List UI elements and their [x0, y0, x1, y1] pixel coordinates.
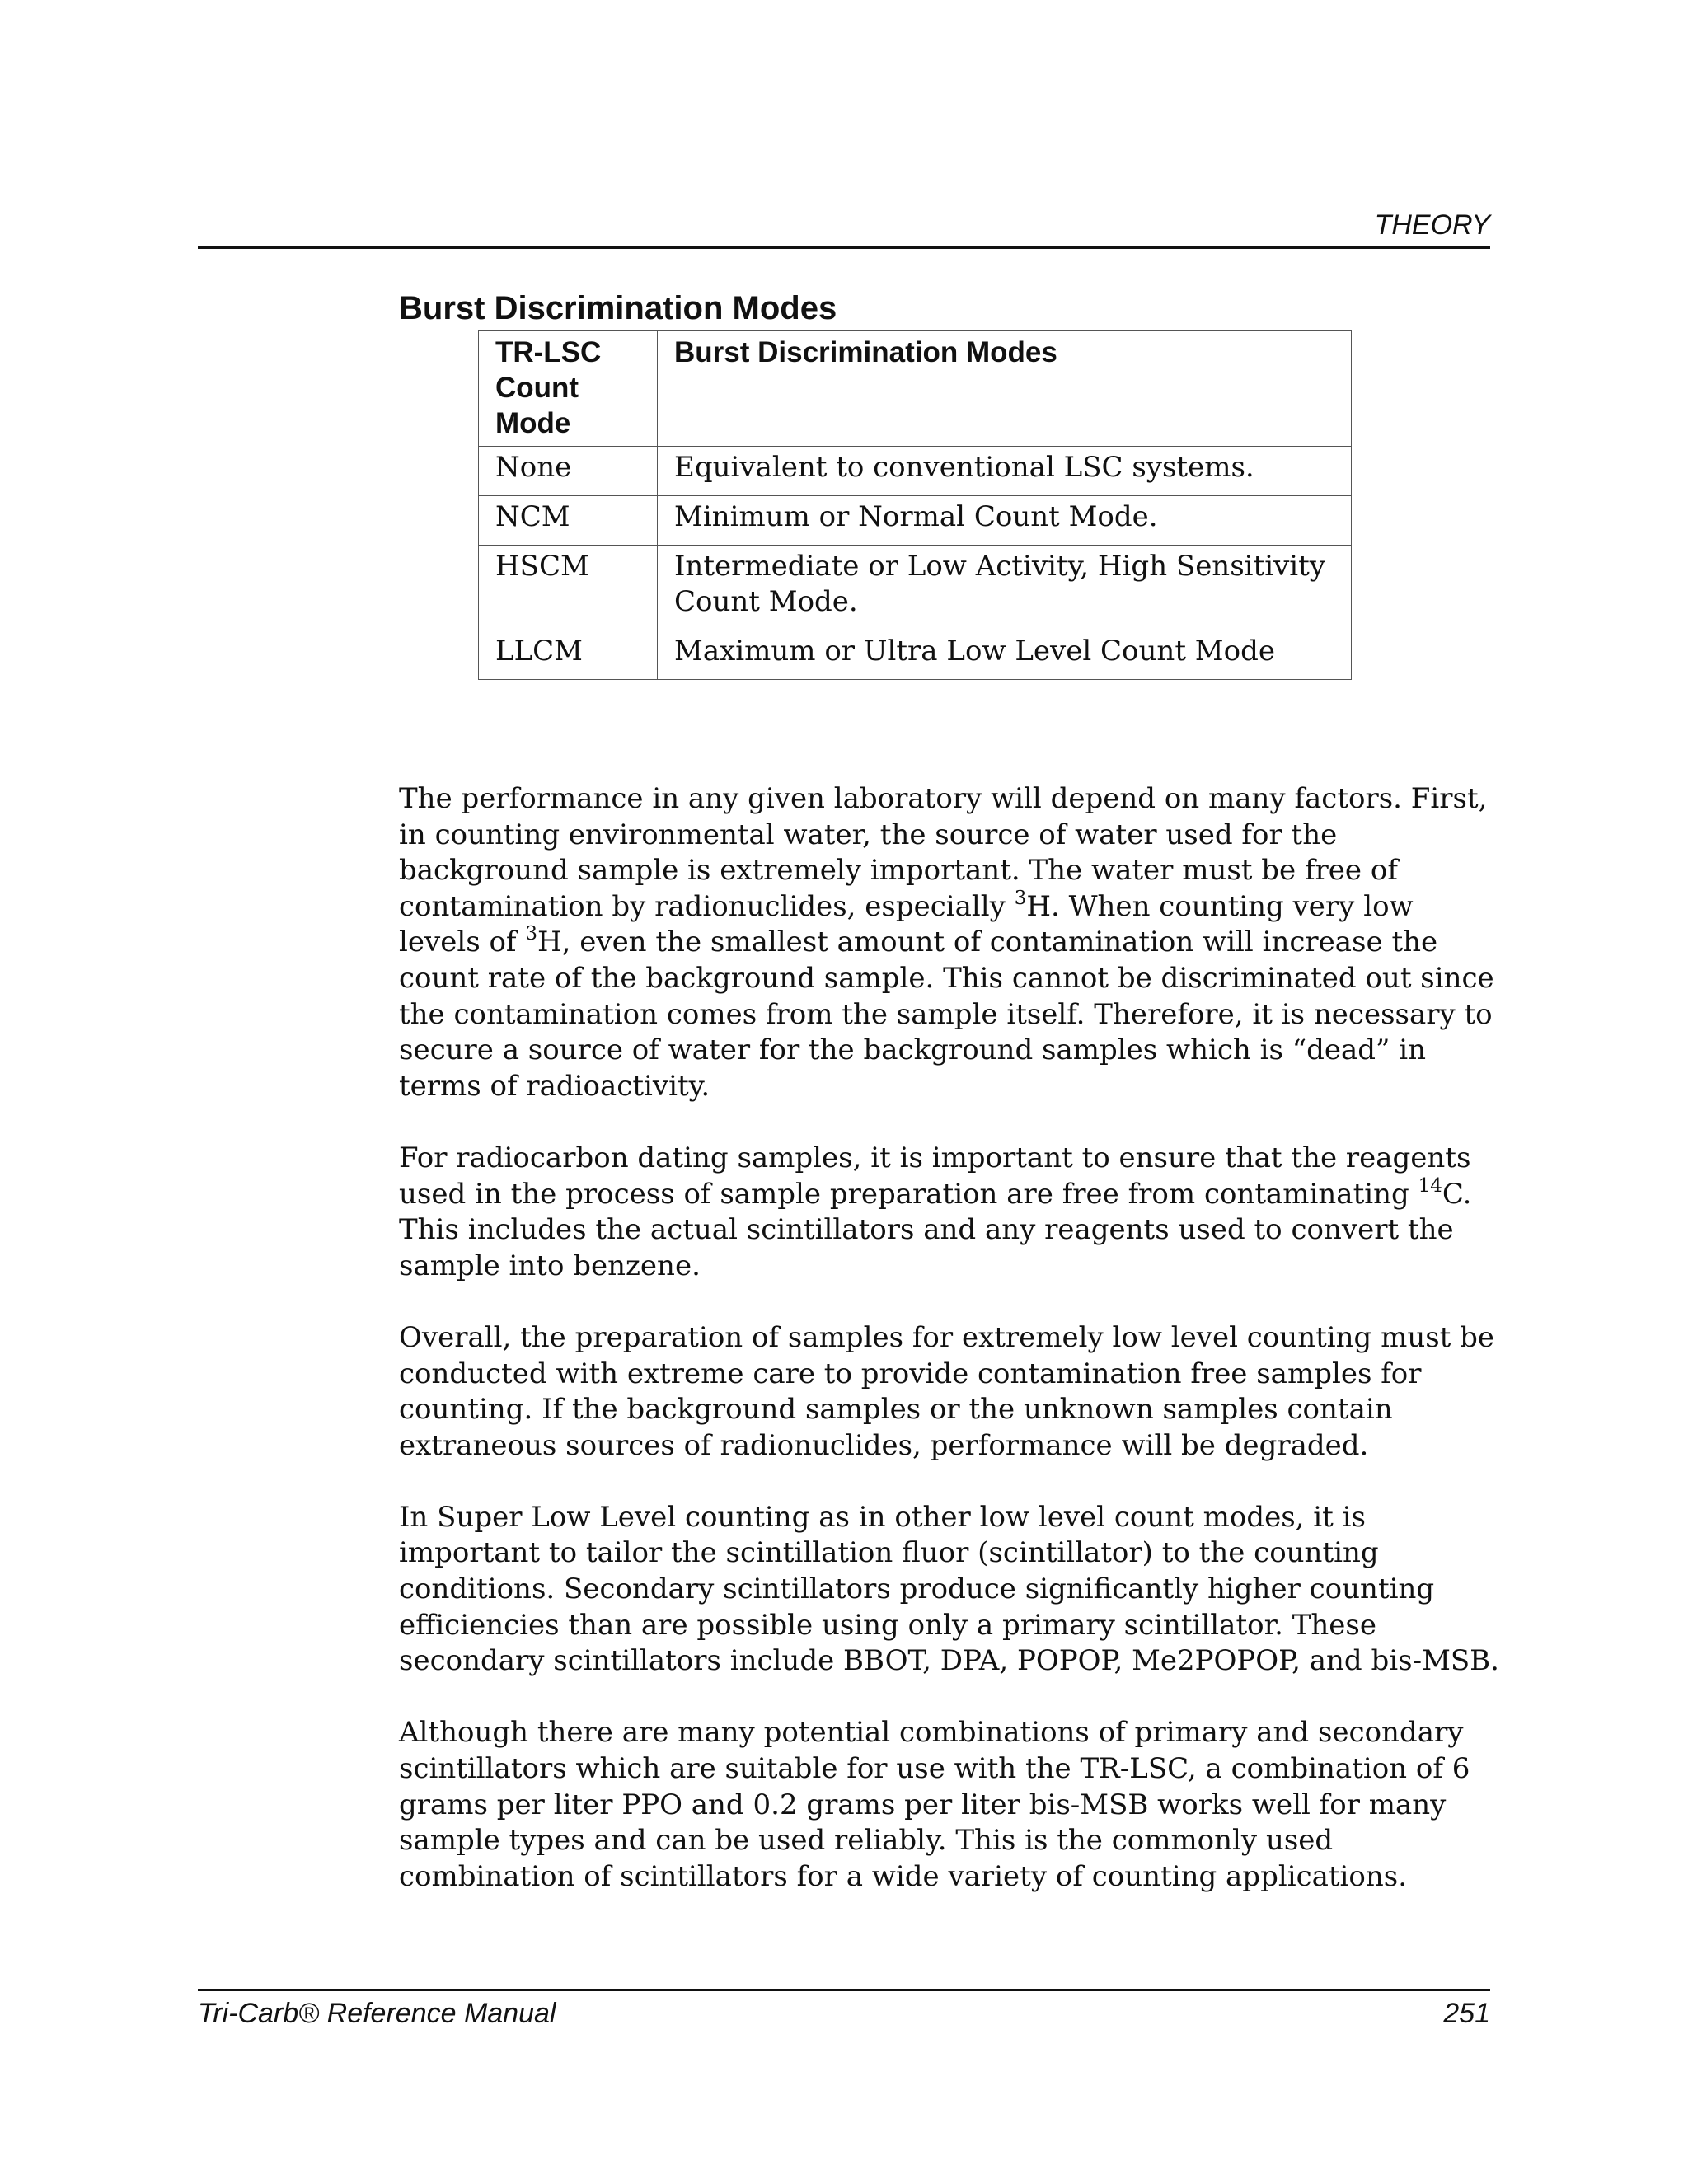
column-header-burst-modes: Burst Discrimination Modes: [658, 331, 1352, 447]
paragraph-scintillation-fluor: In Super Low Level counting as in other low level count modes, it is important to tailor the scintillation fluor (scintillator) to the counting conditions. Secondary scintillators produce significantly higher counting efficiencies than are possible using only a primary scintillator. These secondary scintillators include BBOT, DPA, POPOP, Me2POPOP, and bis-MSB.: [399, 1500, 1499, 1678]
text-run: H, even the smallest amount of contamination will increase the count rate of the background sample. This cannot be discriminated out since the contamination comes from the sample itself. Therefore, it is necessary to secure a source of water for the background samples which is “dead” in terms of radioactivity.: [399, 926, 1494, 1103]
footer-manual-title: Tri-Carb® Reference Manual: [198, 1998, 556, 2029]
text-run: C. This includes the actual scintillators and any reagents used to convert the sample into benzene.: [399, 1177, 1472, 1282]
burst-modes-table: [478, 330, 1352, 680]
table-row: [479, 630, 1352, 680]
description-cell: Equivalent to conventional LSC systems.: [658, 447, 1352, 496]
paragraph-sample-preparation: Overall, the preparation of samples for extremely low level counting must be conducted with extreme care to provide contamination free samples for counting. If the background samples or the unknown samples contain extraneous sources of radionuclides, performance will be degraded.: [399, 1320, 1495, 1462]
footer-rule: [198, 1989, 1490, 1991]
running-header: THEORY: [1374, 209, 1490, 241]
description-cell: Minimum or Normal Count Mode.: [658, 496, 1352, 546]
paragraph-water-contamination: [399, 781, 1503, 1104]
text-run: H. When counting very low levels of: [399, 889, 1414, 959]
description-cell: Maximum or Ultra Low Level Count Mode: [658, 630, 1352, 680]
superscript: 14: [1418, 1174, 1442, 1197]
paragraph-radiocarbon: [399, 1141, 1503, 1284]
column-header-count-mode: TR-LSC Count Mode: [479, 331, 658, 447]
mode-cell: None: [479, 447, 658, 496]
description-cell: Intermediate or Low Activity, High Sensitivity Count Mode.: [658, 546, 1352, 630]
header-rule: [198, 246, 1490, 249]
mode-cell: NCM: [479, 496, 658, 546]
table-row: [479, 496, 1352, 546]
mode-cell: HSCM: [479, 546, 658, 630]
body-text: [399, 781, 1503, 1931]
table-header-row: [479, 331, 1352, 447]
table-row: [479, 546, 1352, 630]
page-number: 251: [1443, 1998, 1490, 2029]
section-title: Burst Discrimination Modes: [399, 290, 837, 326]
table-row: [479, 447, 1352, 496]
superscript: 3: [525, 923, 537, 945]
text-run: The performance in any given laboratory will depend on many factors. First, in counting environmental water, the source of water used for the background sample is extremely important. The water must be free of contamination by radionuclides, especially: [399, 782, 1488, 923]
text-run: For radiocarbon dating samples, it is important to ensure that the reagents used in the process of sample preparation are free from contaminating: [399, 1141, 1471, 1211]
mode-cell: LLCM: [479, 630, 658, 680]
superscript: 3: [1014, 887, 1027, 909]
paragraph-scintillator-combination: Although there are many potential combinations of primary and secondary scintillators which are suitable for use with the TR-LSC, a combination of 6 grams per liter PPO and 0.2 grams per liter bis-MSB works well for many sample types and can be used reliably. This is the commonly used combination of scintillators for a wide variety of counting applications.: [399, 1716, 1470, 1893]
